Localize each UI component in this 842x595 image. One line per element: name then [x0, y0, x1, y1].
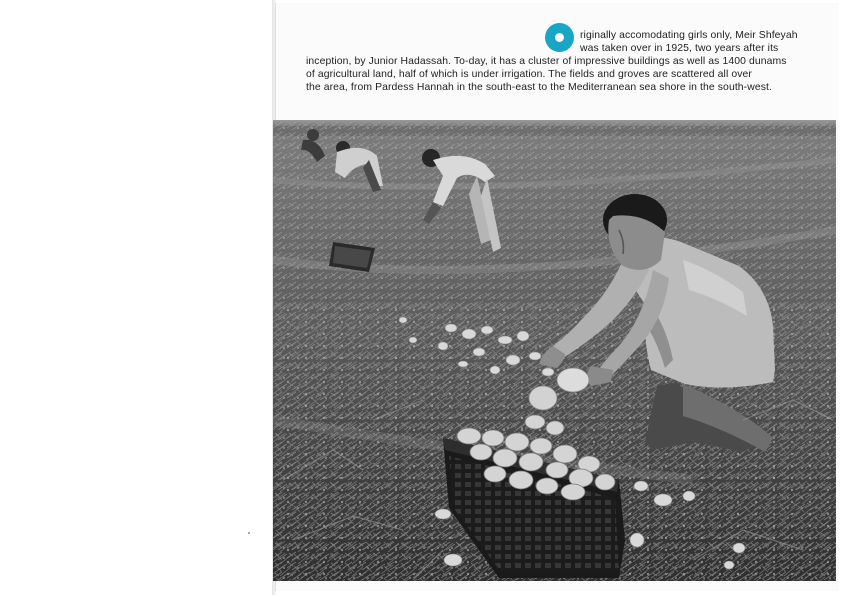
article-line-3: inception, by Junior Hadassah. To-day, it has a cluster of impressive buildings as well as 1400 dunams: [306, 56, 787, 67]
potato-harvest-image: [273, 120, 836, 581]
article-line-5: the area, from Pardess Hannah in the south-east to the Mediterranean sea shore in the south-west.: [306, 82, 772, 93]
article-line-4: of agricultural land, half of which is under irrigation. The fields and groves are scattered all over: [306, 69, 752, 80]
article-text: [276, 3, 839, 120]
field-photo: [273, 120, 836, 581]
booklet-page: [276, 3, 839, 591]
article-line-1: riginally accomodating girls only, Meir Shfeyah: [580, 30, 798, 41]
blank-left-page: [0, 0, 272, 595]
paper-speck: [248, 532, 250, 534]
drop-cap-o: [545, 23, 574, 52]
article-line-2: was taken over in 1925, two years after its: [580, 43, 779, 54]
